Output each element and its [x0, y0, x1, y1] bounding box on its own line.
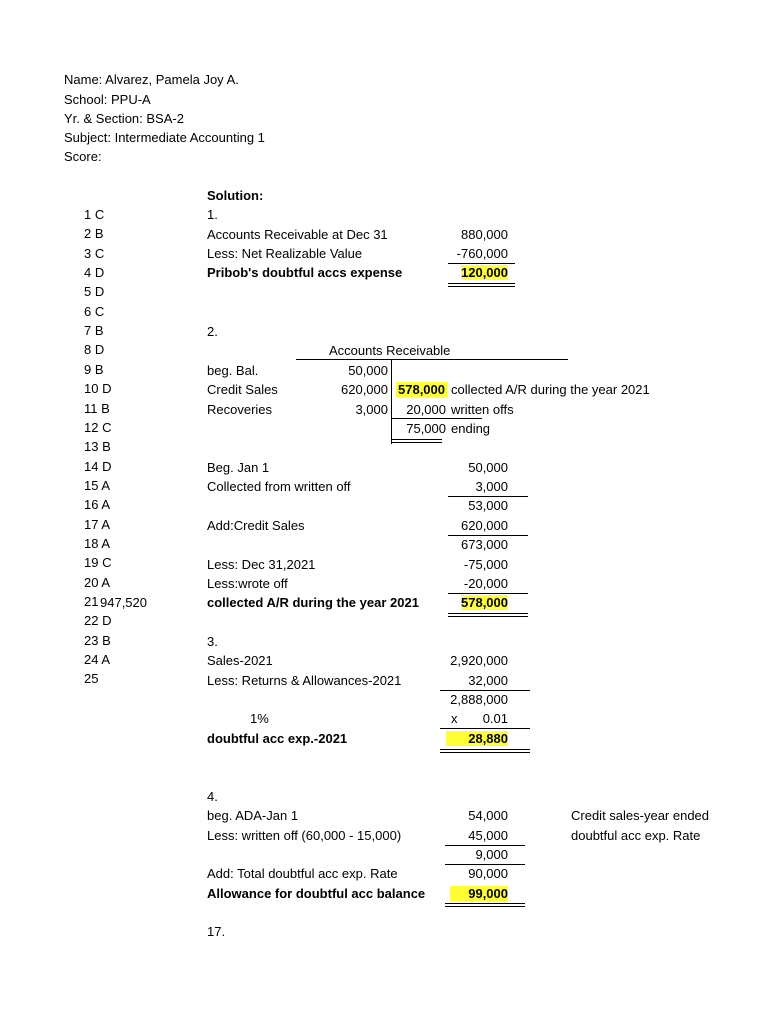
s3-double-underline-2 — [440, 752, 530, 753]
t-credit-underline — [392, 418, 482, 419]
s2-label-collected-ar: collected A/R during the year 2021 — [207, 595, 419, 610]
s2-value-subtotal-2: 673,000 — [461, 537, 508, 552]
t-credit-note-collected: collected A/R during the year 2021 — [451, 382, 650, 397]
s4-value-total-rate: 90,000 — [468, 866, 508, 881]
answer-item: 12 C — [84, 420, 112, 435]
answer-item: 9 B — [84, 362, 104, 377]
s2-value-beg: 50,000 — [468, 460, 508, 475]
student-name: Name: Alvarez, Pamela Joy A. — [64, 72, 239, 87]
solution-2-number: 2. — [207, 324, 218, 339]
answer-item: 16 A — [84, 497, 111, 512]
solution-3-number: 3. — [207, 634, 218, 649]
s2-underline-2 — [448, 535, 528, 536]
answer-item: 11 B — [84, 401, 110, 416]
s4-double-underline-1 — [445, 903, 525, 904]
t-debit-recoveries: 3,000 — [355, 402, 388, 417]
t-credit-note-ending: ending — [451, 421, 491, 436]
answer-item: 18 A — [84, 536, 111, 551]
s2-label-beg: Beg. Jan 1 — [207, 460, 270, 475]
t-account-title: Accounts Receivable — [329, 343, 451, 358]
solution-title: Solution: — [207, 188, 264, 203]
answer-item: 22 D — [84, 613, 112, 628]
t-credit-ending: 75,000 — [406, 421, 446, 436]
s3-result-label: doubtful acc exp.-2021 — [207, 731, 348, 746]
s3-pct-label: 1% — [250, 711, 269, 726]
s1-double-underline-1 — [448, 283, 515, 284]
s3-value-returns: 32,000 — [468, 673, 508, 688]
s4-side-note-credit-sales: Credit sales-year ended — [571, 808, 710, 823]
t-credit-collected — [396, 382, 446, 398]
score-label: Score: — [64, 149, 102, 164]
t-account-vertical-line — [391, 360, 392, 444]
subject: Subject: Intermediate Accounting 1 — [64, 130, 265, 145]
answer-item: 1 C — [84, 207, 105, 222]
s4-value-allowance — [445, 886, 512, 902]
s3-result-value — [440, 731, 512, 747]
s3-label-sales: Sales-2021 — [207, 653, 273, 668]
answer-item: 24 A — [84, 652, 111, 667]
answer-item: 23 B — [84, 633, 111, 648]
t-left-label-recoveries: Recoveries — [207, 402, 273, 417]
s4-side-note-rate: doubtful acc exp. Rate — [571, 828, 701, 843]
t-credit-note-written-off: written offs — [451, 402, 514, 417]
s2-label-credit-sales: Add:Credit Sales — [207, 518, 305, 533]
s2-label-collected-wo: Collected from written off — [207, 479, 351, 494]
t-debit-beg: 50,000 — [348, 363, 388, 378]
t-left-label-credit-sales: Credit Sales — [207, 382, 278, 397]
t-credit-written-off: 20,000 — [406, 402, 446, 417]
answer-item: 13 B — [84, 439, 111, 454]
s4-label-allowance: Allowance for doubtful acc balance — [207, 886, 426, 901]
s1-double-underline-2 — [448, 286, 515, 287]
s1-value-ar: 880,000 — [461, 227, 508, 242]
s1-label-ar: Accounts Receivable at Dec 31 — [207, 227, 388, 242]
s4-value-beg-ada: 54,000 — [468, 808, 508, 823]
s1-value-expense — [448, 265, 512, 281]
s1-underline — [448, 263, 515, 264]
answer-item: 7 B — [84, 323, 104, 338]
s4-label-beg-ada: beg. ADA-Jan 1 — [207, 808, 299, 823]
s4-double-underline-2 — [445, 906, 525, 907]
s1-expense-highlight: 120,000 — [461, 265, 508, 280]
answer-item: 19 C — [84, 555, 112, 570]
s1-label-nrv: Less: Net Realizable Value — [207, 246, 363, 261]
school: School: PPU-A — [64, 92, 151, 107]
s2-value-subtotal-1: 53,000 — [468, 498, 508, 513]
answer-item: 21 — [84, 594, 99, 609]
s4-label-total-rate: Add: Total doubtful acc exp. Rate — [207, 866, 398, 881]
answer-item: 10 D — [84, 381, 112, 396]
answer-item: 5 D — [84, 284, 105, 299]
s3-mult-value: 0.01 — [482, 711, 508, 726]
answer-item: 25 — [84, 671, 99, 686]
s3-underline-2 — [440, 728, 530, 729]
t-left-label-beg: beg. Bal. — [207, 363, 259, 378]
s3-value-sales: 2,920,000 — [450, 653, 508, 668]
t-ending-double-underline-1 — [392, 439, 442, 440]
answer-item: 20 A — [84, 575, 111, 590]
s4-underline-1 — [445, 845, 525, 846]
year-section: Yr. & Section: BSA-2 — [64, 111, 184, 126]
s4-value-written-off: 45,000 — [468, 828, 508, 843]
s2-underline-1 — [448, 496, 528, 497]
s3-value-net-sales: 2,888,000 — [450, 692, 508, 707]
t-credit-collected-highlight: 578,000 — [398, 382, 445, 397]
s4-underline-2 — [445, 864, 525, 865]
answer-item: 8 D — [84, 342, 105, 357]
answer-item: 6 C — [84, 304, 105, 319]
s2-value-wrote-off: -20,000 — [463, 576, 508, 591]
answer-21-value: 947,520 — [100, 595, 147, 610]
t-ending-double-underline-2 — [392, 442, 442, 443]
answer-item: 4 D — [84, 265, 105, 280]
solution-1-number: 1. — [207, 207, 218, 222]
s2-double-underline-1 — [448, 613, 528, 614]
s1-label-expense: Pribob's doubtful accs expense — [207, 265, 403, 280]
s2-value-collected-ar — [448, 595, 512, 611]
solution-17-number: 17. — [207, 924, 226, 939]
s3-double-underline-1 — [440, 749, 530, 750]
s2-label-dec31: Less: Dec 31,2021 — [207, 557, 316, 572]
s3-mult-sign: x — [451, 711, 458, 726]
s3-label-returns: Less: Returns & Allowances-2021 — [207, 673, 402, 688]
s3-result-highlight: 28,880 — [446, 731, 508, 746]
s2-value-collected-wo: 3,000 — [475, 479, 508, 494]
s2-value-credit-sales: 620,000 — [461, 518, 508, 533]
s2-collected-highlight: 578,000 — [461, 595, 508, 610]
s1-value-nrv: -760,000 — [456, 246, 508, 261]
answer-item: 2 B — [84, 226, 104, 241]
s2-label-wrote-off: Less:wrote off — [207, 576, 288, 591]
answer-item: 3 C — [84, 246, 105, 261]
s2-double-underline-2 — [448, 616, 528, 617]
s3-underline-1 — [440, 690, 530, 691]
s2-underline-3 — [448, 593, 528, 594]
s4-label-written-off: Less: written off (60,000 - 15,000) — [207, 828, 402, 843]
answer-item: 14 D — [84, 459, 112, 474]
solution-4-number: 4. — [207, 789, 218, 804]
s4-allowance-highlight: 99,000 — [450, 886, 508, 901]
t-debit-credit-sales: 620,000 — [341, 382, 388, 397]
answer-item: 17 A — [84, 517, 111, 532]
s4-value-subtotal: 9,000 — [475, 847, 508, 862]
answer-item: 15 A — [84, 478, 111, 493]
s2-value-dec31: -75,000 — [463, 557, 508, 572]
t-account-top-line — [296, 359, 568, 360]
